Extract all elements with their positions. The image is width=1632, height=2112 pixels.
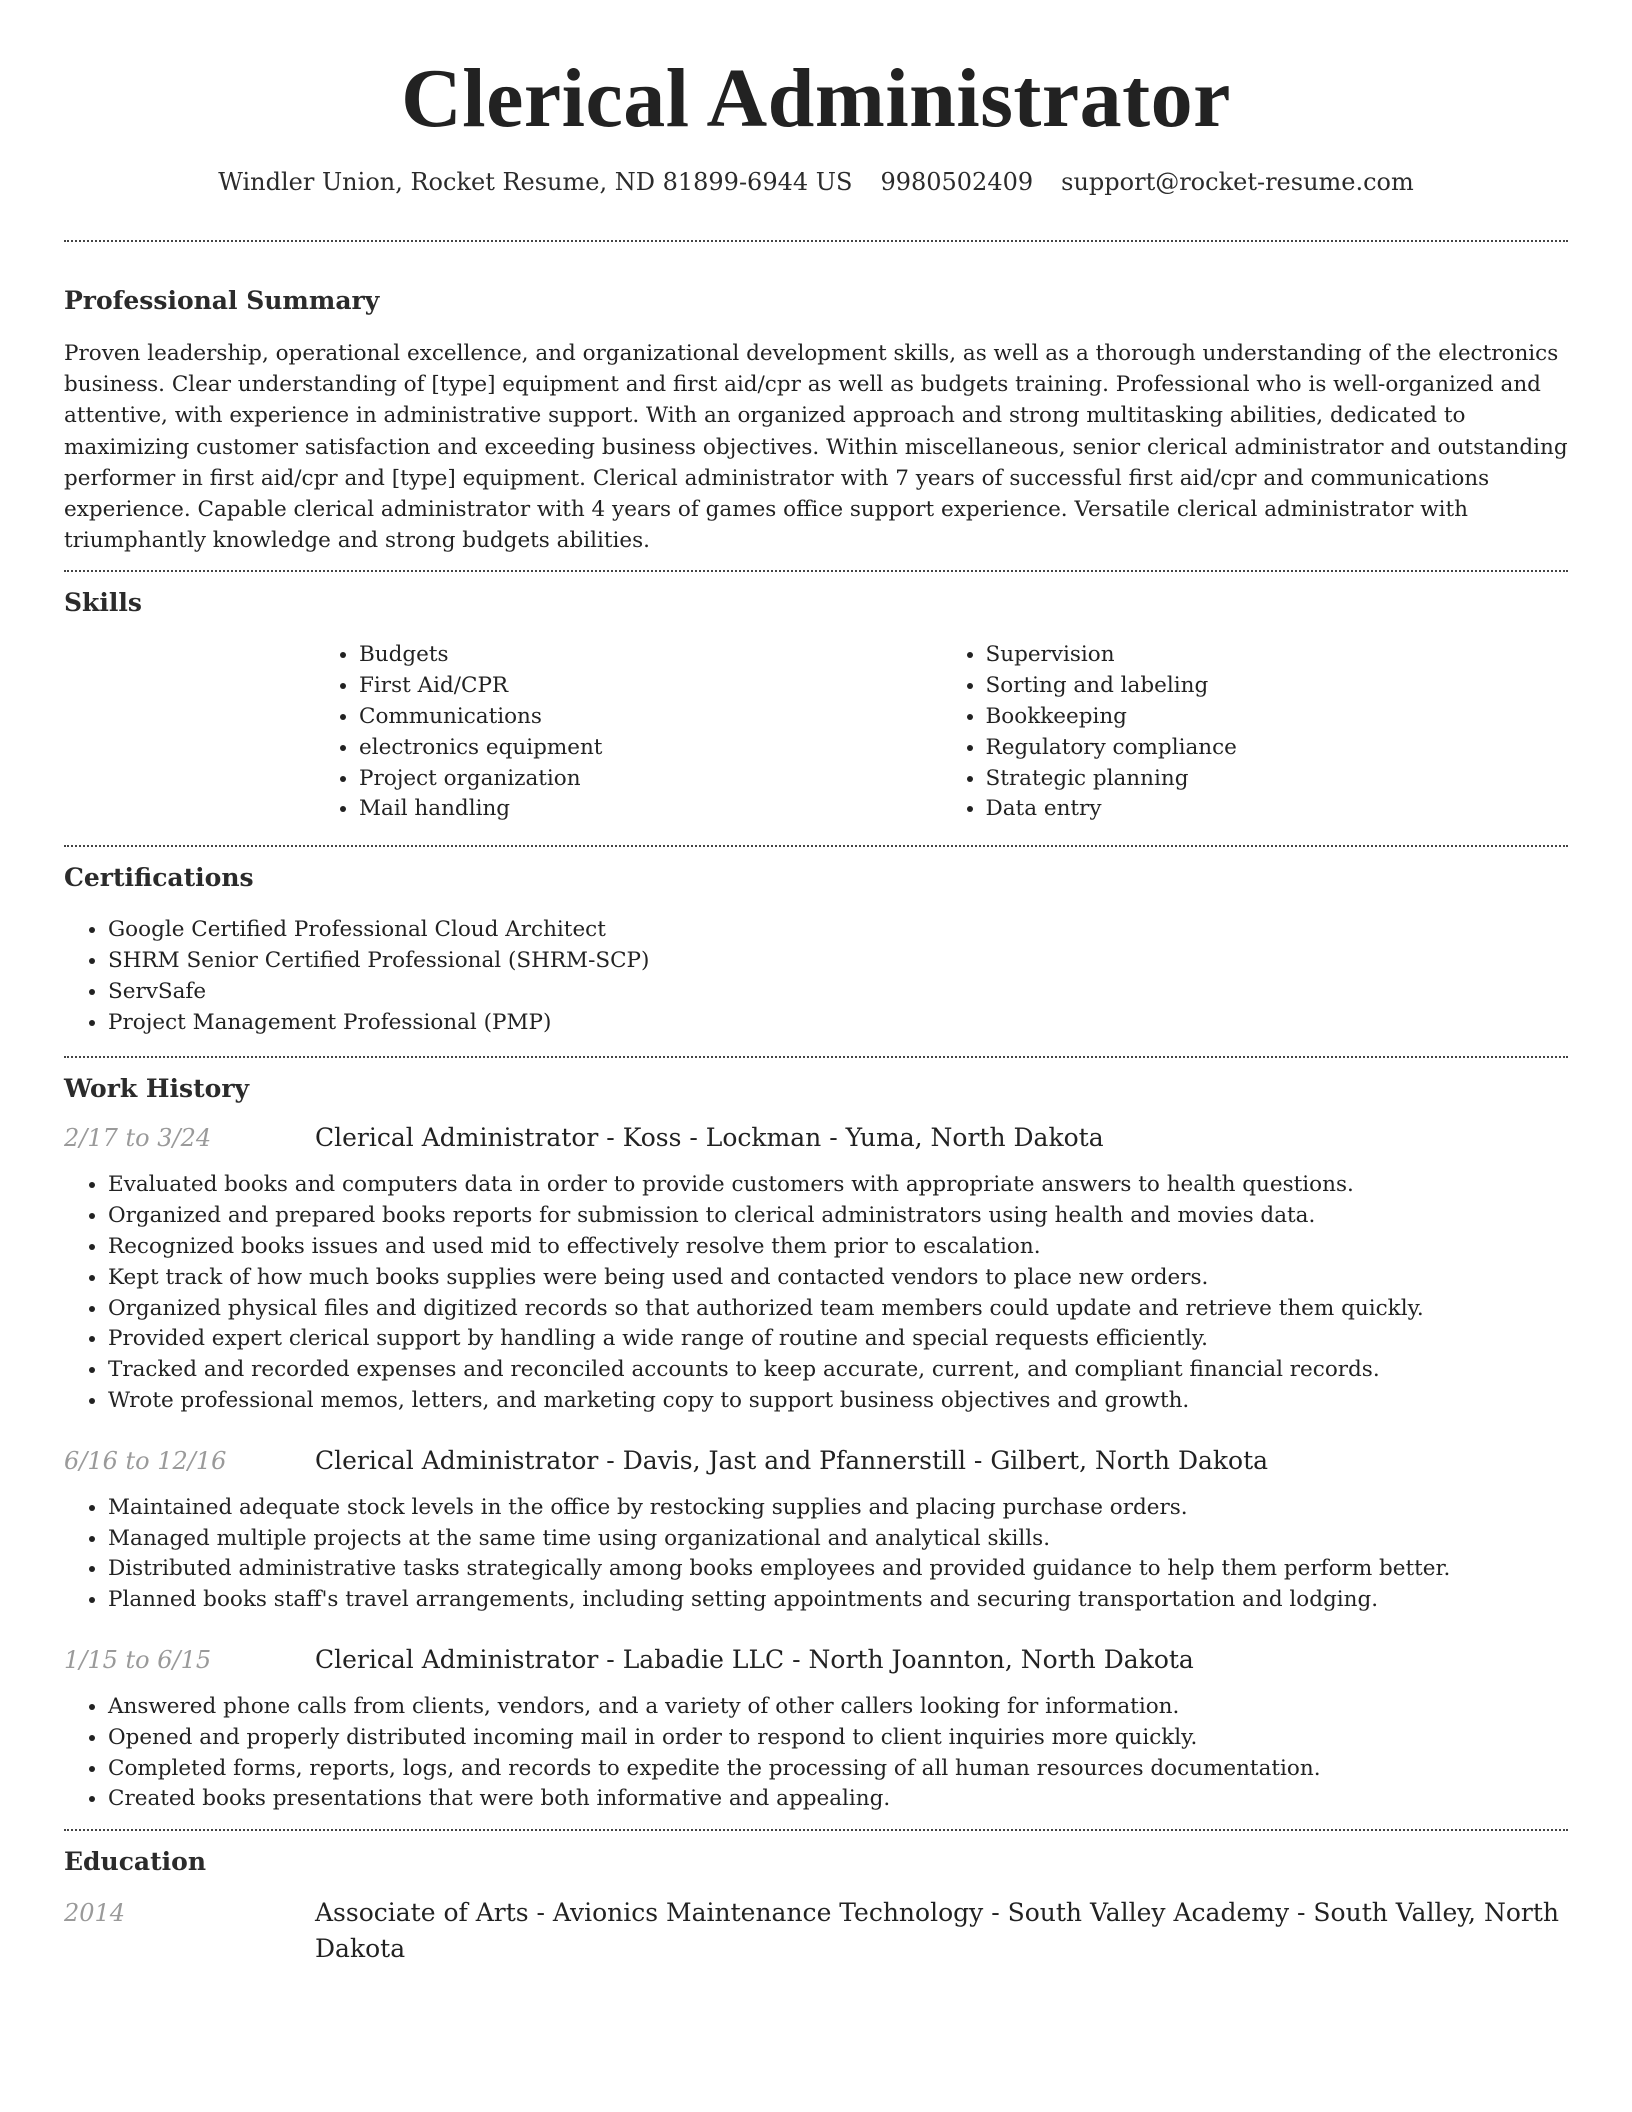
list-item: • Bookkeeping <box>986 702 1569 733</box>
list-item: • Completed forms, reports, logs, and records to expedite the processing of all human resources documentation. <box>108 1754 1568 1785</box>
section-title-work-history: Work History <box>64 1074 250 1104</box>
list-item: • Supervision <box>986 640 1569 671</box>
section-divider <box>64 1056 1568 1058</box>
section-divider <box>64 845 1568 847</box>
job-bullets <box>64 1170 1568 1416</box>
section-title-certifications: Certifications <box>64 863 254 893</box>
list-item: • Opened and properly distributed incoming mail in order to respond to client inquiries more quickly. <box>108 1723 1568 1754</box>
list-item: • Organized physical files and digitized records so that authorized team members could update and retrieve them quickly. <box>108 1294 1568 1325</box>
section-divider <box>64 1829 1568 1831</box>
list-item: • Managed multiple projects at the same time using organizational and analytical skills. <box>108 1524 1568 1555</box>
list-item: • Planned books staff's travel arrangements, including setting appointments and securing transportation and lodging. <box>108 1585 1568 1616</box>
certifications-section <box>64 861 1568 1038</box>
summary-text: Proven leadership, operational excellence, and organizational development skills, as well as a thorough understanding of the electronics business. Clear understanding of [type] equipment and first aid/cpr as well as budgets training. Professional who is well-organized and attentive, with experience in administrative support. With an organized approach and strong multitasking abilities, dedicated to maximizing customer satisfaction and exceeding business objectives. Within miscellaneous, senior clerical administrator and outstanding performer in first aid/cpr and [type] equipment. Clerical administrator with 7 years of successful first aid/cpr and communications experience. Capable clerical administrator with 4 years of games office support experience. Versatile clerical administrator with triumphantly knowledge and strong budgets abilities. <box>64 341 1568 554</box>
job-header <box>64 1443 1568 1479</box>
job-bullets <box>64 1493 1568 1616</box>
section-divider <box>64 240 1568 242</box>
job-header <box>64 1642 1568 1678</box>
skills-list-right <box>942 640 1569 825</box>
list-item: • Organized and prepared books reports for submission to clerical administrators using health and movies data. <box>108 1201 1568 1232</box>
list-item: • Distributed administrative tasks strategically among books employees and provided guidance to help them perform better. <box>108 1554 1568 1585</box>
list-item: • electronics equipment <box>359 733 942 764</box>
summary-section <box>64 284 1568 556</box>
section-title-summary: Professional Summary <box>64 286 380 315</box>
list-item: • Project Management Professional (PMP) <box>108 1008 1568 1039</box>
contact-address: Windler Union, Rocket Resume, ND 81899-6944 US <box>218 168 853 196</box>
list-item: • Sorting and labeling <box>986 671 1569 702</box>
job-title: Clerical Administrator - Koss - Lockman - Yuma, North Dakota <box>315 1123 1104 1153</box>
list-item: • Communications <box>359 702 942 733</box>
skills-grid <box>315 640 1568 825</box>
section-title-skills: Skills <box>64 588 142 618</box>
list-item: • Created books presentations that were both informative and appealing. <box>108 1784 1568 1815</box>
list-item: • Maintained adequate stock levels in the office by restocking supplies and placing purchase orders. <box>108 1493 1568 1524</box>
list-item: • Project organization <box>359 764 942 795</box>
list-item: • Data entry <box>986 794 1569 825</box>
job-dates: 6/16 to 12/16 <box>64 1446 227 1475</box>
education-year: 2014 <box>64 1899 126 1928</box>
list-item: • Mail handling <box>359 794 942 825</box>
education-section <box>64 1845 1568 1967</box>
skills-section <box>64 586 1568 825</box>
section-divider <box>64 570 1568 572</box>
list-item: • Strategic planning <box>986 764 1569 795</box>
list-item: • Provided expert clerical support by handling a wide range of routine and special requests efficiently. <box>108 1324 1568 1355</box>
list-item: • Google Certified Professional Cloud Architect <box>108 915 1568 946</box>
section-title-education: Education <box>64 1847 207 1877</box>
job-header <box>64 1120 1568 1156</box>
skills-list-left <box>315 640 942 825</box>
page-title: Clerical Administrator <box>401 52 1231 145</box>
job-entry <box>64 1642 1568 1815</box>
education-title: Associate of Arts - Avionics Maintenance Technology - South Valley Academy - South Valley, North Dakota <box>315 1898 1559 1964</box>
list-item: • SHRM Senior Certified Professional (SHRM-SCP) <box>108 946 1568 977</box>
list-item: • Evaluated books and computers data in order to provide customers with appropriate answers to health questions. <box>108 1170 1568 1201</box>
list-item: • Kept track of how much books supplies were being used and contacted vendors to place new orders. <box>108 1263 1568 1294</box>
list-item: • Recognized books issues and used mid to effectively resolve them prior to escalation. <box>108 1232 1568 1263</box>
education-entry <box>64 1895 1568 1967</box>
list-item: • Budgets <box>359 640 942 671</box>
job-bullets <box>64 1692 1568 1815</box>
job-title: Clerical Administrator - Davis, Jast and Pfannerstill - Gilbert, North Dakota <box>315 1445 1269 1475</box>
job-title: Clerical Administrator - Labadie LLC - North Joannton, North Dakota <box>315 1644 1194 1674</box>
list-item: • Regulatory compliance <box>986 733 1569 764</box>
job-dates: 1/15 to 6/15 <box>64 1645 212 1674</box>
list-item: • Wrote professional memos, letters, and marketing copy to support business objectives and growth. <box>108 1386 1568 1417</box>
list-item: • Tracked and recorded expenses and reconciled accounts to keep accurate, current, and compliant financial records. <box>108 1355 1568 1386</box>
list-item: • Answered phone calls from clients, vendors, and a variety of other callers looking for information. <box>108 1692 1568 1723</box>
work-history-section <box>64 1072 1568 1815</box>
list-item: • ServSafe <box>108 977 1568 1008</box>
contact-line <box>64 164 1568 200</box>
job-entry <box>64 1443 1568 1616</box>
certifications-list <box>64 915 1568 1038</box>
list-item: • First Aid/CPR <box>359 671 942 702</box>
contact-phone: 9980502409 <box>880 168 1034 196</box>
job-dates: 2/17 to 3/24 <box>64 1124 212 1153</box>
contact-email[interactable]: support@rocket-resume.com <box>1061 168 1414 196</box>
job-entry <box>64 1120 1568 1416</box>
